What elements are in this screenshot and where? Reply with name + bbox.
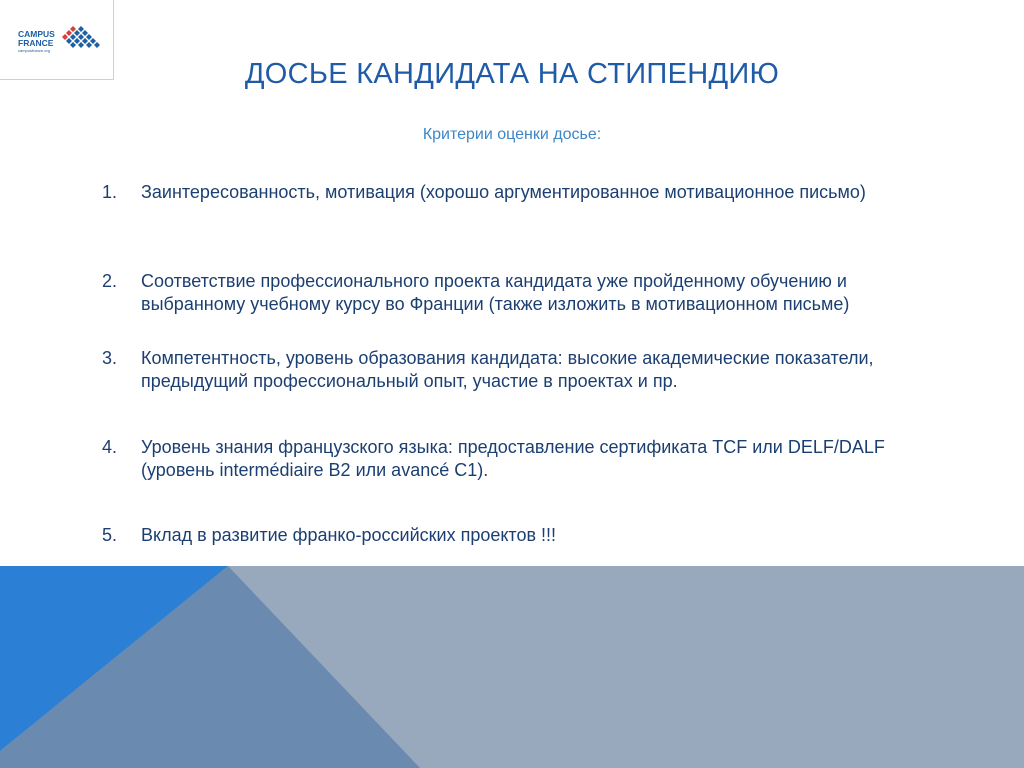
criterion-text: Соответствие профессионального проекта кандидата уже пройденному обучению и выбранному учебному курсу во Франции (также изложить в мотивационном письме) — [141, 271, 850, 314]
logo-pyramid-icon — [62, 26, 100, 48]
logo-line-2: FRANCE — [18, 38, 54, 48]
criterion-number: 4. — [102, 437, 118, 457]
criterion-number: 5. — [102, 525, 118, 545]
criterion-3 — [102, 347, 922, 392]
logo-url: campusfrance.org — [18, 48, 51, 53]
criterion-number: 2. — [102, 271, 118, 291]
criterion-2 — [102, 270, 922, 315]
criterion-text: Вклад в развитие франко-российских проектов !!! — [141, 525, 557, 545]
criterion-text: Уровень знания французского языка: предоставление сертификата TCF или DELF/DALF (уровень intermédiaire B2 или avancé C1). — [141, 437, 885, 480]
criterion-1 — [102, 181, 922, 204]
bottom-decorative-band — [0, 566, 1024, 768]
criterion-text: Компетентность, уровень образования кандидата: высокие академические показатели, предыдущий профессиональный опыт, участие в проектах и пр. — [141, 348, 874, 391]
logo-line-1: CAMPUS — [18, 29, 55, 39]
criterion-number: 3. — [102, 348, 118, 368]
criterion-4 — [102, 436, 922, 481]
slide-title: ДОСЬЕ КАНДИДАТА НА СТИПЕНДИЮ — [244, 58, 780, 90]
criterion-text: Заинтересованность, мотивация (хорошо аргументированное мотивационное письмо) — [141, 182, 866, 202]
slide-subtitle: Критерии оценки досье: — [422, 126, 602, 143]
criterion-number: 1. — [102, 182, 118, 202]
criterion-5 — [102, 524, 922, 547]
